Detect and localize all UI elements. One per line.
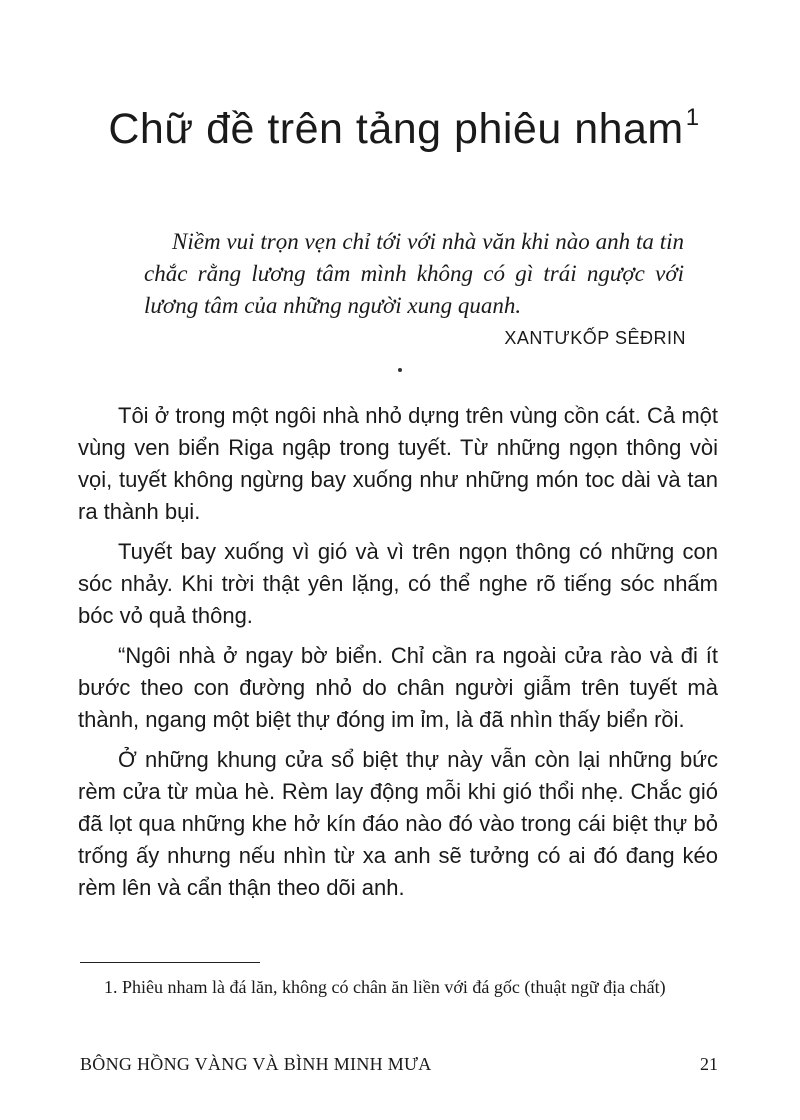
paragraph: Ở những khung cửa sổ biệt thự này vẫn còn lại những bức rèm cửa từ mùa hè. Rèm lay động mỗi khi gió thổi nhẹ. Chắc gió đã lọt qua những khe hở kín đáo nào đó vào trong cái biệt thự bỏ trống ấy nhưng nếu nhìn từ xa anh sẽ tưởng có ai đó đang kéo rèm lên và cẩn thận theo dõi anh. <box>78 747 718 900</box>
chapter-title <box>0 104 800 154</box>
page-footer <box>80 1054 718 1075</box>
chapter-title-text: Chữ đề trên tảng phiêu nham <box>108 105 684 153</box>
paragraph: Tôi ở trong một ngôi nhà nhỏ dựng trên vùng cồn cát. Cả một vùng ven biển Riga ngập trong tuyết. Từ những ngọn thông vòi vọi, tuyết không ngừng bay xuống như những món toc dài và tan ra thành bụi. <box>78 403 718 524</box>
footnote-divider <box>80 962 260 963</box>
body-text <box>78 400 718 912</box>
section-dot-ornament <box>398 368 402 372</box>
page-number: 21 <box>700 1054 718 1074</box>
paragraph: “Ngôi nhà ở ngay bờ biển. Chỉ cần ra ngoài cửa rào và đi ít bước theo con đường nhỏ do chân người giẫm trên tuyết mà thành, ngang một biệt thự đóng im ỉm, là đã nhìn thấy biển rồi. <box>78 643 718 732</box>
footnote: 1. Phiêu nham là đá lăn, không có chân ăn liền với đá gốc (thuật ngữ địa chất) <box>104 977 666 997</box>
paragraph: Tuyết bay xuống vì gió và vì trên ngọn thông có những con sóc nhảy. Khi trời thật yên lặng, có thể nghe rõ tiếng sóc nhấm bóc vỏ quả thông. <box>78 539 718 628</box>
running-footer-title: BÔNG HỒNG VÀNG VÀ BÌNH MINH MƯA <box>80 1054 432 1074</box>
epigraph-author: XANTƯKỐP SÊĐRIN <box>504 328 686 348</box>
footnote-reference: 1 <box>685 104 700 131</box>
epigraph-text: Niềm vui trọn vẹn chỉ tới với nhà văn khi nào anh ta tin chắc rằng lương tâm mình không có gì trái ngược với lương tâm của những người xung quanh. <box>144 229 684 318</box>
